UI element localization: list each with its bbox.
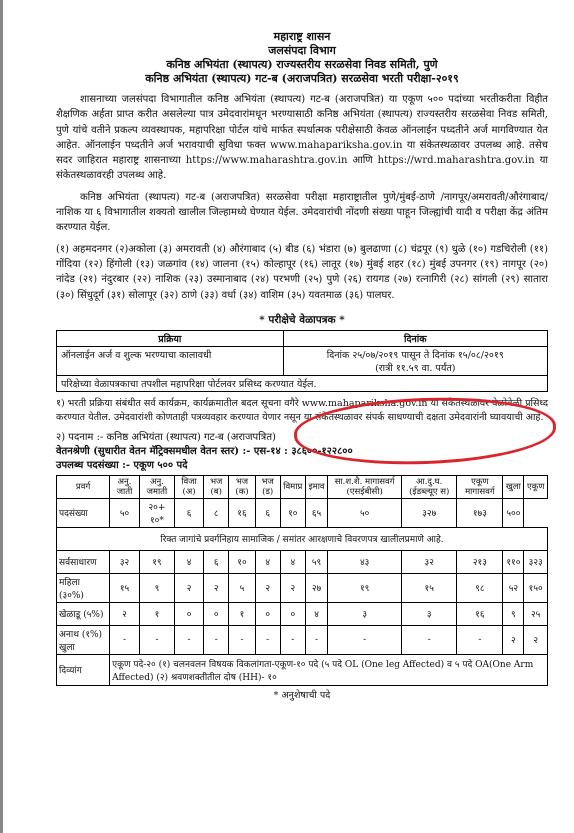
- reservation-header-cell: भज (ब): [204, 475, 229, 498]
- reservation-header-cell: विजा (अ): [174, 475, 203, 498]
- reservation-value-cell: १९: [328, 573, 402, 602]
- reservation-header-cell: सा.श.शै. मागासवर्ग (एसईबीसी): [328, 475, 402, 498]
- page-edge: [0, 0, 3, 833]
- reservation-value-cell: १: [229, 602, 255, 625]
- reservation-value-cell: -: [402, 625, 457, 654]
- reservation-value-cell: ९८: [457, 573, 503, 602]
- reservation-value-cell: ११०: [503, 550, 524, 573]
- reservation-value-cell: -: [204, 625, 229, 654]
- reservation-value-cell: ४३: [328, 550, 402, 573]
- header-department: जलसंपदा विभाग: [268, 44, 336, 57]
- reservation-value-cell: ०: [280, 602, 305, 625]
- reservation-value-cell: १५: [110, 573, 140, 602]
- reservation-category-cell: पदसंख्या: [57, 498, 110, 527]
- schedule-time-limit: (रात्री ११.५९ वा. पर्यंत): [375, 362, 456, 374]
- reservation-value-cell: २: [110, 602, 140, 625]
- reservation-value-cell: २: [503, 625, 524, 654]
- reservation-value-cell: ३२३: [524, 550, 548, 573]
- reservation-value-cell: २०+ १०*: [139, 498, 174, 527]
- reservation-value-cell: -: [174, 625, 203, 654]
- reservation-header-cell: इमाव: [305, 475, 327, 498]
- reservation-value-cell: २: [524, 625, 548, 654]
- reservation-value-cell: १५: [402, 573, 457, 602]
- intro-paragraph: शासनाच्या जलसंपदा विभागातील कनिष्ठ अभियंता (स्थापत्य) गट-ब (अराजपत्रित) या एकूण ५०० पदांच्या भरतीकरीता विहीत शैक्षणिक अर्हता प्राप्त करीत असलेल्या पात्र उमेदवारांमधून भरण्यासाठी कनिष्ठ अभियंता (स्थापत्य) राज्यस्तरीय सरळसेवा निवड समिती, पुणे यांचे वतीने प्रकल्प व्यवस्थापक, महापरिक्षा पोर्टल यांचे मार्फत स्पर्धात्मक परीक्षेसाठी केवळ ऑनलाईन पध्दतीने अर्ज मागविण्यात येत आहेत. ऑनलाईन पध्दतीने अर्ज भरावयाची सुविधा फक्त www.mahapariksha.gov.in या संकेतस्थळावर उपलब्ध आहे. तसेच सदर जाहिरात महाराष्ट्र शासनाच्या https://www.maharashtra.gov.in आणि https://wrd.maharashtra.gov.in या संकेतस्थळावरही उपलब्ध आहे.: [56, 94, 548, 182]
- reservation-value-cell: -: [110, 625, 140, 654]
- reservation-value-cell: २: [174, 573, 203, 602]
- reservation-value-cell: १६: [229, 498, 255, 527]
- schedule-process-cell: ऑनलाईन अर्ज व शुल्क भरण्याचा कालावधी: [57, 346, 284, 375]
- post-name: २) पदनाम :- कनिष्ठ अभियंता (स्थापत्य) गट-ब (अराजपत्रित): [56, 431, 276, 443]
- reservation-header-cell: भज (ड): [255, 475, 280, 498]
- reservation-value-cell: १५०: [524, 573, 548, 602]
- reservation-row: [57, 602, 548, 625]
- reservation-row: [57, 498, 548, 527]
- reservation-value-cell: ०: [255, 602, 280, 625]
- reservation-row: [57, 625, 548, 654]
- reservation-header-row: [57, 475, 548, 498]
- reservation-header-cell: अनु. जमाती: [139, 475, 174, 498]
- available-posts: उपलब्ध पदसंख्या :- एकूण ५०० पदे: [56, 459, 188, 471]
- reservation-value-cell: २५: [524, 602, 548, 625]
- reservation-value-cell: ३: [402, 602, 457, 625]
- reservation-category-cell: महिला (३०%): [57, 573, 110, 602]
- reservation-value-cell: ३२: [110, 550, 140, 573]
- reservation-value-cell: २: [204, 573, 229, 602]
- reservation-value-cell: -: [139, 625, 174, 654]
- reservation-header-cell: विमाप्र: [280, 475, 305, 498]
- reservation-value-cell: ४: [255, 550, 280, 573]
- reservation-value-cell: १७३: [457, 498, 503, 527]
- schedule-col-date: दिनांक: [283, 330, 547, 346]
- reservation-value-cell: ५००: [503, 498, 524, 527]
- reservation-value-cell: ६: [174, 498, 203, 527]
- reservation-value-cell: २: [280, 573, 305, 602]
- reservation-value-cell: ६५: [305, 498, 327, 527]
- disabled-label-cell: दिव्यांग: [57, 654, 110, 685]
- header-government: महाराष्ट्र शासन: [273, 30, 331, 43]
- reservation-value-cell: ५०: [110, 498, 140, 527]
- reservation-header-cell: प्रवर्ग: [57, 475, 110, 498]
- exam-centres-paragraph: कनिष्ठ अभियंता (स्थापत्य) गट-ब (अराजपत्रित) सरळसेवा परीक्षा महाराष्ट्रातील पुणे/मुंबई-ठाणे /नागपूर/अमरावती/औरंगाबाद/नाशिक या ६ विभागातील शक्यतो खालील जिल्हामध्ये घेण्यात येईल. उमेदवारांची नोंदणी संख्या पाहून जिल्ह्यांची यादी व परीक्षा केंद्र अंतिम करण्यात येईल.: [56, 191, 548, 234]
- reservation-disabled-row: [57, 654, 548, 685]
- reservation-value-cell: २७: [305, 573, 327, 602]
- reservation-value-cell: ४: [174, 550, 203, 573]
- reservation-header-cell: भज (क): [229, 475, 255, 498]
- reservation-value-cell: -: [280, 625, 305, 654]
- reservation-value-cell: ६: [255, 498, 280, 527]
- reservation-category-cell: सर्वसाधारण: [57, 550, 110, 573]
- reservation-value-cell: -: [328, 625, 402, 654]
- reservation-value-cell: १६: [457, 602, 503, 625]
- reservation-header-cell: अनु. जाती: [110, 475, 140, 498]
- reservation-value-cell: ०: [204, 602, 229, 625]
- item-1-notice: १) भरती प्रक्रिया संबंधीत सर्व कार्यक्रम, कार्यक्रमातील बदल सूचना वगैरे www.mahapariksha.gov.in या संकेतस्थळावर वेळोवेळी प्रसिध्द करण्यात येतील. उमेदवारांशी कोणताही पत्रव्यवहार करण्यात येणार नसून या संकेतस्थळावर संपर्क साधण्याची दक्षता उमेदवारांनी घ्यावयाची आहे.: [56, 397, 548, 423]
- schedule-title: * परीक्षेचे वेळापत्रक *: [259, 313, 345, 326]
- reservation-value-cell: -: [255, 625, 280, 654]
- reservation-row: [57, 573, 548, 602]
- reservation-value-cell: ९: [139, 573, 174, 602]
- reservation-value-cell: ९: [503, 602, 524, 625]
- reservation-value-cell: ४: [280, 550, 305, 573]
- pay-scale: वेतनश्रेणी (सुधारीत वेतन मॅट्रिक्समधील वेतन स्तर) :- एस-१४ : ३८६००-१२२८००: [56, 445, 353, 457]
- reservation-value-cell: ५: [229, 573, 255, 602]
- reservation-value-cell: -: [229, 625, 255, 654]
- reservation-value-cell: ५९: [305, 550, 327, 573]
- reservation-value-cell: २: [255, 573, 280, 602]
- header-exam-title: कनिष्ठ अभियंता (स्थापत्य) गट-ब (अराजपत्रित) सरळसेवा भरती परीक्षा-२०१९: [145, 72, 459, 85]
- reservation-category-cell: अनाथ (१%) खुला: [57, 625, 110, 654]
- reservation-category-cell: खेळाडू (५%): [57, 602, 110, 625]
- schedule-col-process: प्रक्रिया: [57, 330, 284, 346]
- district-list: (१) अहमदनगर (२)अकोला (३) अमरावती (४) औरंगाबाद (५) बीड (६) भंडारा (७) बुलढाणा (८) चंद्रपूर (९) धुळे (१०) गडचिरोली (११) गोंदिया (१२) हिंगोली (१३) जळगांव (१४) जालना (१५) कोल्हापूर (१६) लातूर (१७) मुंबई शहर (१८) मुंबई उपनगर (१९) नागपूर (२०) नांदेड (२१) नंदुरबार (२२) नाशिक (२३) उस्मानाबाद (२४) परभणी (२५) पुणे (२६) रायगड (२७) रत्नागिरी (२८) सांगली (२९) सातारा (३०) सिंधुदूर्ग (३१) सोलापूर (३२) ठाणे (३३) वर्धा (३४) वाशिम (३५) यवतमाळ (३६) पालघर.: [56, 243, 548, 301]
- reservation-row: [57, 550, 548, 573]
- schedule-table: [56, 330, 548, 376]
- reservation-value-cell: -: [305, 625, 327, 654]
- reservation-value-cell: ३२७: [402, 498, 457, 527]
- reservation-value-cell: २१३: [457, 550, 503, 573]
- reservation-value-cell: ५२: [503, 573, 524, 602]
- reservation-header-cell: एकूण मागासवर्ग: [457, 475, 503, 498]
- disabled-description-cell: एकूण पदे-२० (१) चलनवलन विषयक विकलांगता-एकूण-१० पदे (५ पदे OL (One leg Affected) व ५ पदे OA(One Arm Affected) (२) श्रवणशक्तीतील दोष (HH)- १०: [110, 654, 548, 685]
- schedule-note: परिक्षेच्या वेळापत्रकाचा तपशील महापरिक्षा पोर्टलवर प्रसिध्द करण्यात येईल.: [56, 376, 548, 392]
- reservation-value-cell: ३२: [402, 550, 457, 573]
- reservation-header-cell: आ.दु.घ. (ईडब्ल्यूए स): [402, 475, 457, 498]
- backlog-footnote: * अनुशेषाची पदे: [273, 689, 331, 701]
- reservation-value-cell: -: [457, 625, 503, 654]
- document-header: [56, 30, 548, 86]
- reservation-value-cell: ०: [174, 602, 203, 625]
- reservation-value-cell: ४: [305, 602, 327, 625]
- header-committee: कनिष्ठ अभियंता (स्थापत्य) राज्यस्तरीय सरळसेवा निवड समिती, पुणे: [166, 58, 438, 71]
- reservation-table: [56, 475, 548, 686]
- reservation-header-cell: एकूण: [524, 475, 548, 498]
- reservation-value-cell: १०: [280, 498, 305, 527]
- reservation-value-cell: ६: [204, 550, 229, 573]
- reservation-value-cell: १९: [139, 550, 174, 573]
- reservation-value-cell: १०: [229, 550, 255, 573]
- reservation-value-cell: ३: [328, 602, 402, 625]
- reservation-value-cell: ८: [204, 498, 229, 527]
- reservation-value-cell: १: [139, 602, 174, 625]
- schedule-date-range: दिनांक २५/०७/२०१९ पासून ते दिनांक १५/०८/२०१९: [326, 349, 504, 361]
- schedule-date-cell: [283, 346, 547, 375]
- reservation-header-cell: खुला: [503, 475, 524, 498]
- reservation-value-cell: ५०: [328, 498, 402, 527]
- reservation-merged-row: [57, 527, 548, 550]
- reservation-merged-note: रिक्त जागांचे प्रवर्गनिहाय सामाजिक / समांतर आरक्षणाचे विवरणपत्र खालीलप्रमाणे आहे.: [57, 527, 548, 550]
